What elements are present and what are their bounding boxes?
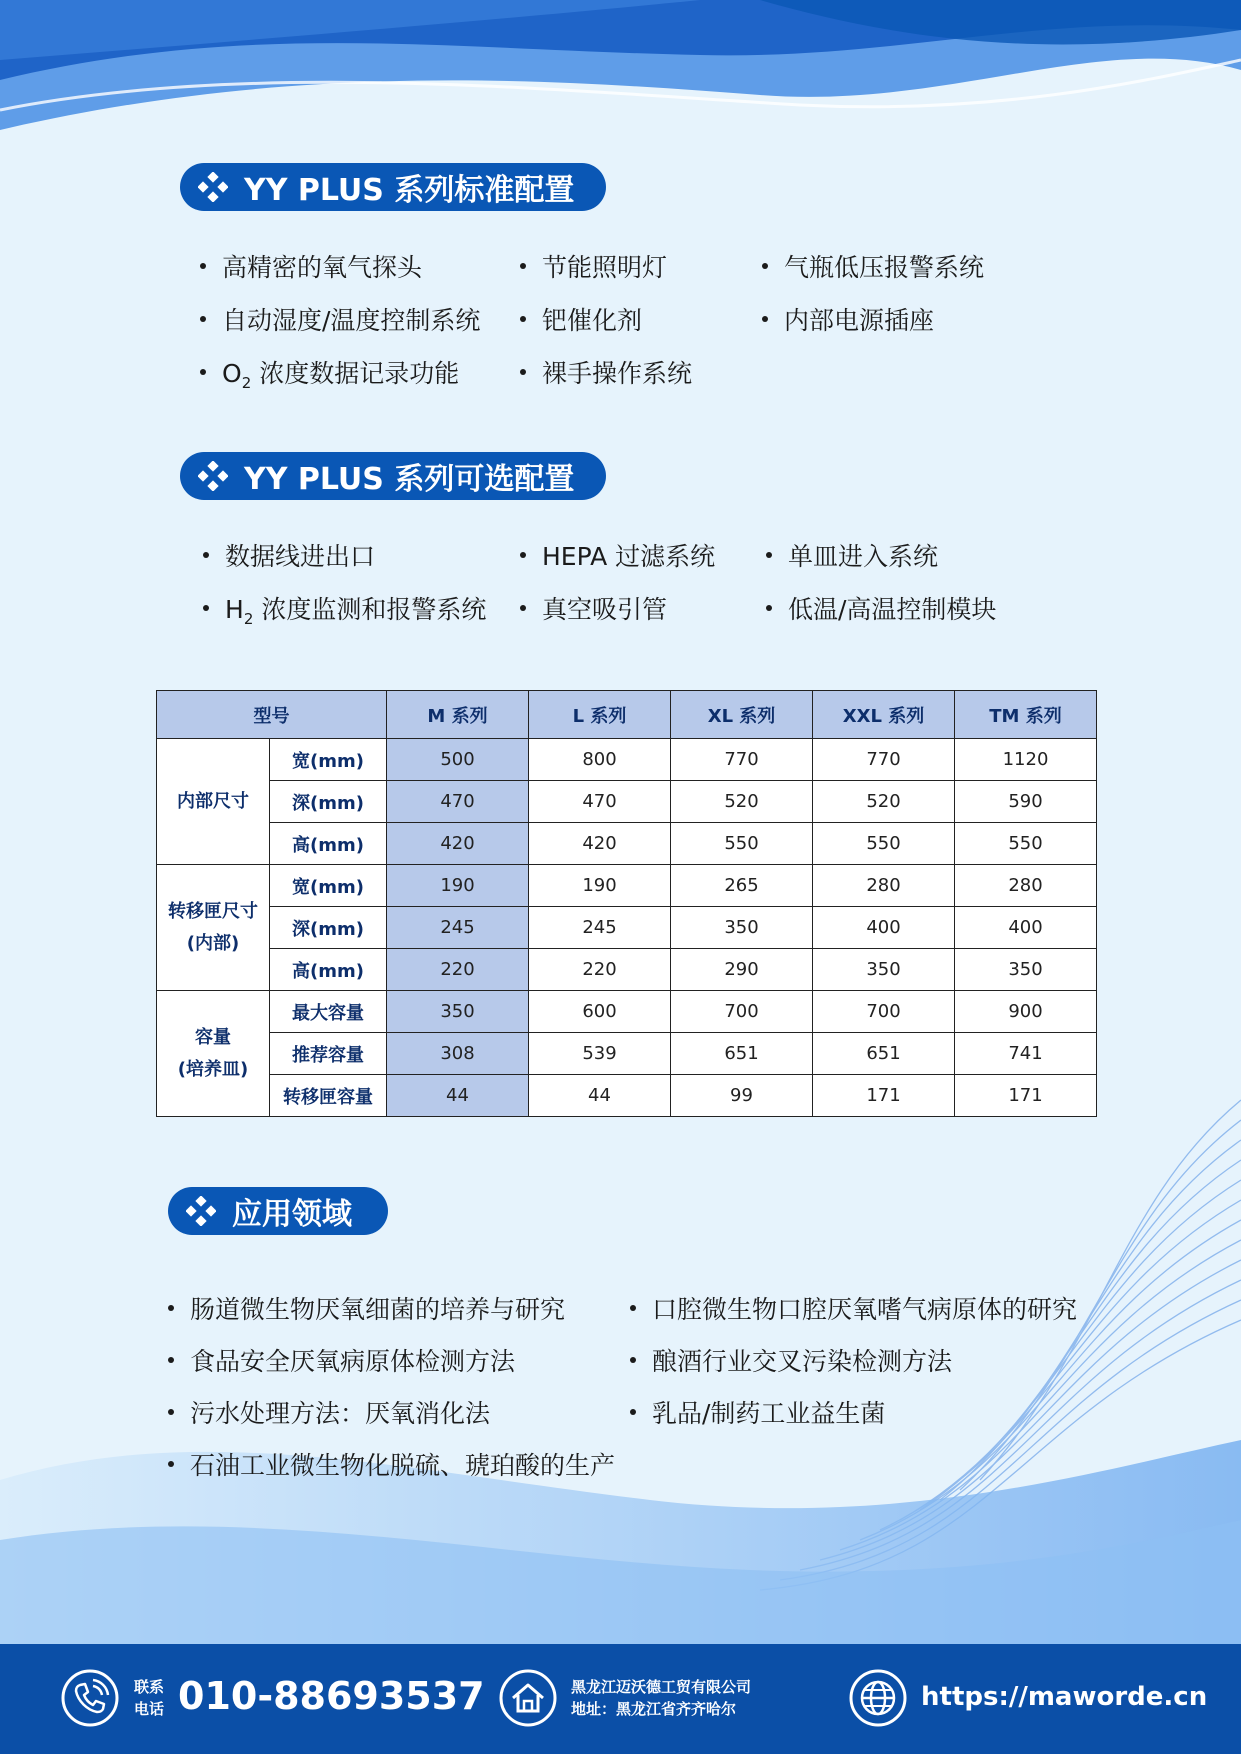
spec-table (156, 690, 1097, 1117)
table-cell: 280 (813, 865, 955, 907)
table-row (157, 991, 1097, 1033)
table-cell: 350 (387, 991, 529, 1033)
row-label: 高(mm) (270, 823, 387, 865)
company-info (571, 1676, 751, 1720)
diamond-cluster-icon (198, 172, 228, 202)
table-cell: 350 (671, 907, 813, 949)
standard-config-title: YY PLUS 系列标准配置 (244, 173, 575, 208)
table-cell: 171 (955, 1075, 1097, 1117)
table-cell: 700 (813, 991, 955, 1033)
list-item: HEPA 过滤系统 (520, 537, 715, 573)
row-label: 深(mm) (270, 781, 387, 823)
list-item: 钯催化剂 (520, 301, 642, 337)
list-item: 气瓶低压报警系统 (762, 248, 984, 284)
table-cell: 190 (529, 865, 671, 907)
list-item: 裸手操作系统 (520, 354, 692, 390)
table-row (157, 865, 1097, 907)
list-item: 乳品/制药工业益生菌 (630, 1394, 885, 1430)
table-cell: 265 (671, 865, 813, 907)
group-label: 容量 (培养皿) (157, 991, 270, 1117)
table-cell: 190 (387, 865, 529, 907)
table-cell: 590 (955, 781, 1097, 823)
list-item: 数据线进出口 (203, 537, 375, 573)
table-row (157, 823, 1097, 865)
table-row (157, 781, 1097, 823)
optional-config-title: YY PLUS 系列可选配置 (244, 462, 575, 497)
table-cell: 520 (813, 781, 955, 823)
table-cell: 400 (813, 907, 955, 949)
table-cell: 1120 (955, 739, 1097, 781)
table-cell: 651 (813, 1033, 955, 1075)
column-header: XXL 系列 (813, 691, 955, 739)
table-cell: 700 (671, 991, 813, 1033)
globe-icon (848, 1668, 908, 1728)
table-cell: 245 (387, 907, 529, 949)
table-row (157, 1033, 1097, 1075)
list-item: 真空吸引管 (520, 590, 667, 626)
phone-number: 010-88693537 (178, 1674, 485, 1718)
row-label: 最大容量 (270, 991, 387, 1033)
list-item: 石油工业微生物化脱硫、琥珀酸的生产 (168, 1446, 615, 1482)
column-header: XL 系列 (671, 691, 813, 739)
table-row (157, 1075, 1097, 1117)
home-icon (498, 1668, 558, 1728)
row-label: 深(mm) (270, 907, 387, 949)
table-header-row (157, 691, 1097, 739)
o2-symbol: $O_2$ (222, 359, 252, 392)
table-cell: 900 (955, 991, 1097, 1033)
row-label: 宽(mm) (270, 739, 387, 781)
table-cell: 770 (671, 739, 813, 781)
diamond-cluster-icon (198, 461, 228, 491)
list-item: 高精密的氧气探头 (200, 248, 422, 284)
table-cell: 420 (387, 823, 529, 865)
table-cell: 539 (529, 1033, 671, 1075)
company-name: 黑龙江迈沃德工贸有限公司 (571, 1678, 752, 1696)
website-link[interactable]: https://maworde.cn (921, 1682, 1208, 1712)
table-cell: 550 (671, 823, 813, 865)
company-address: 地址：黑龙江省齐齐哈尔 (571, 1700, 737, 1718)
table-row (157, 949, 1097, 991)
table-cell: 741 (955, 1033, 1097, 1075)
table-cell: 44 (387, 1075, 529, 1117)
applications-header (168, 1187, 388, 1235)
table-cell: 770 (813, 739, 955, 781)
list-item: 污水处理方法：厌氧消化法 (168, 1394, 490, 1430)
row-label: 转移匣容量 (270, 1075, 387, 1117)
list-item-h2: $H_2$ 浓度监测和报警系统 (203, 590, 486, 628)
table-cell: 500 (387, 739, 529, 781)
diamond-cluster-icon (186, 1196, 216, 1226)
row-label: 推荐容量 (270, 1033, 387, 1075)
list-item: 自动湿度/温度控制系统 (200, 301, 480, 337)
list-item: 食品安全厌氧病原体检测方法 (168, 1342, 515, 1378)
table-cell: 350 (813, 949, 955, 991)
table-cell: 470 (387, 781, 529, 823)
column-header: 型号 (157, 691, 387, 739)
list-item: 肠道微生物厌氧细菌的培养与研究 (168, 1290, 565, 1326)
applications-title: 应用领域 (232, 1197, 352, 1232)
table-cell: 420 (529, 823, 671, 865)
table-cell: 520 (671, 781, 813, 823)
phone-icon (60, 1668, 120, 1728)
list-item: 内部电源插座 (762, 301, 934, 337)
h2-symbol: $H_2$ (225, 595, 254, 628)
table-cell: 600 (529, 991, 671, 1033)
table-cell: 99 (671, 1075, 813, 1117)
table-cell: 245 (529, 907, 671, 949)
standard-config-header (180, 163, 606, 211)
table-cell: 308 (387, 1033, 529, 1075)
table-cell: 550 (955, 823, 1097, 865)
table-cell: 290 (671, 949, 813, 991)
list-item: 节能照明灯 (520, 248, 667, 284)
list-item: 口腔微生物口腔厌氧嗜气病原体的研究 (630, 1290, 1077, 1326)
contact-label: 联系 电话 (134, 1678, 165, 1718)
table-cell: 550 (813, 823, 955, 865)
list-item: 低温/高温控制模块 (766, 590, 996, 626)
table-cell: 220 (529, 949, 671, 991)
table-row (157, 907, 1097, 949)
row-label: 宽(mm) (270, 865, 387, 907)
footer (0, 1644, 1241, 1754)
table-row (157, 739, 1097, 781)
table-cell: 350 (955, 949, 1097, 991)
row-label: 高(mm) (270, 949, 387, 991)
table-cell: 400 (955, 907, 1097, 949)
table-cell: 651 (671, 1033, 813, 1075)
table-cell: 470 (529, 781, 671, 823)
list-item-o2: $O_2$ 浓度数据记录功能 (200, 354, 459, 392)
column-header: L 系列 (529, 691, 671, 739)
table-cell: 171 (813, 1075, 955, 1117)
table-cell: 280 (955, 865, 1097, 907)
list-item: 单皿进入系统 (766, 537, 938, 573)
group-label: 内部尺寸 (157, 739, 270, 865)
group-label: 转移匣尺寸 (内部) (157, 865, 270, 991)
table-cell: 800 (529, 739, 671, 781)
column-header: TM 系列 (955, 691, 1097, 739)
table-cell: 44 (529, 1075, 671, 1117)
column-header: M 系列 (387, 691, 529, 739)
optional-config-header (180, 452, 606, 500)
list-item: 酿酒行业交叉污染检测方法 (630, 1342, 952, 1378)
table-cell: 220 (387, 949, 529, 991)
